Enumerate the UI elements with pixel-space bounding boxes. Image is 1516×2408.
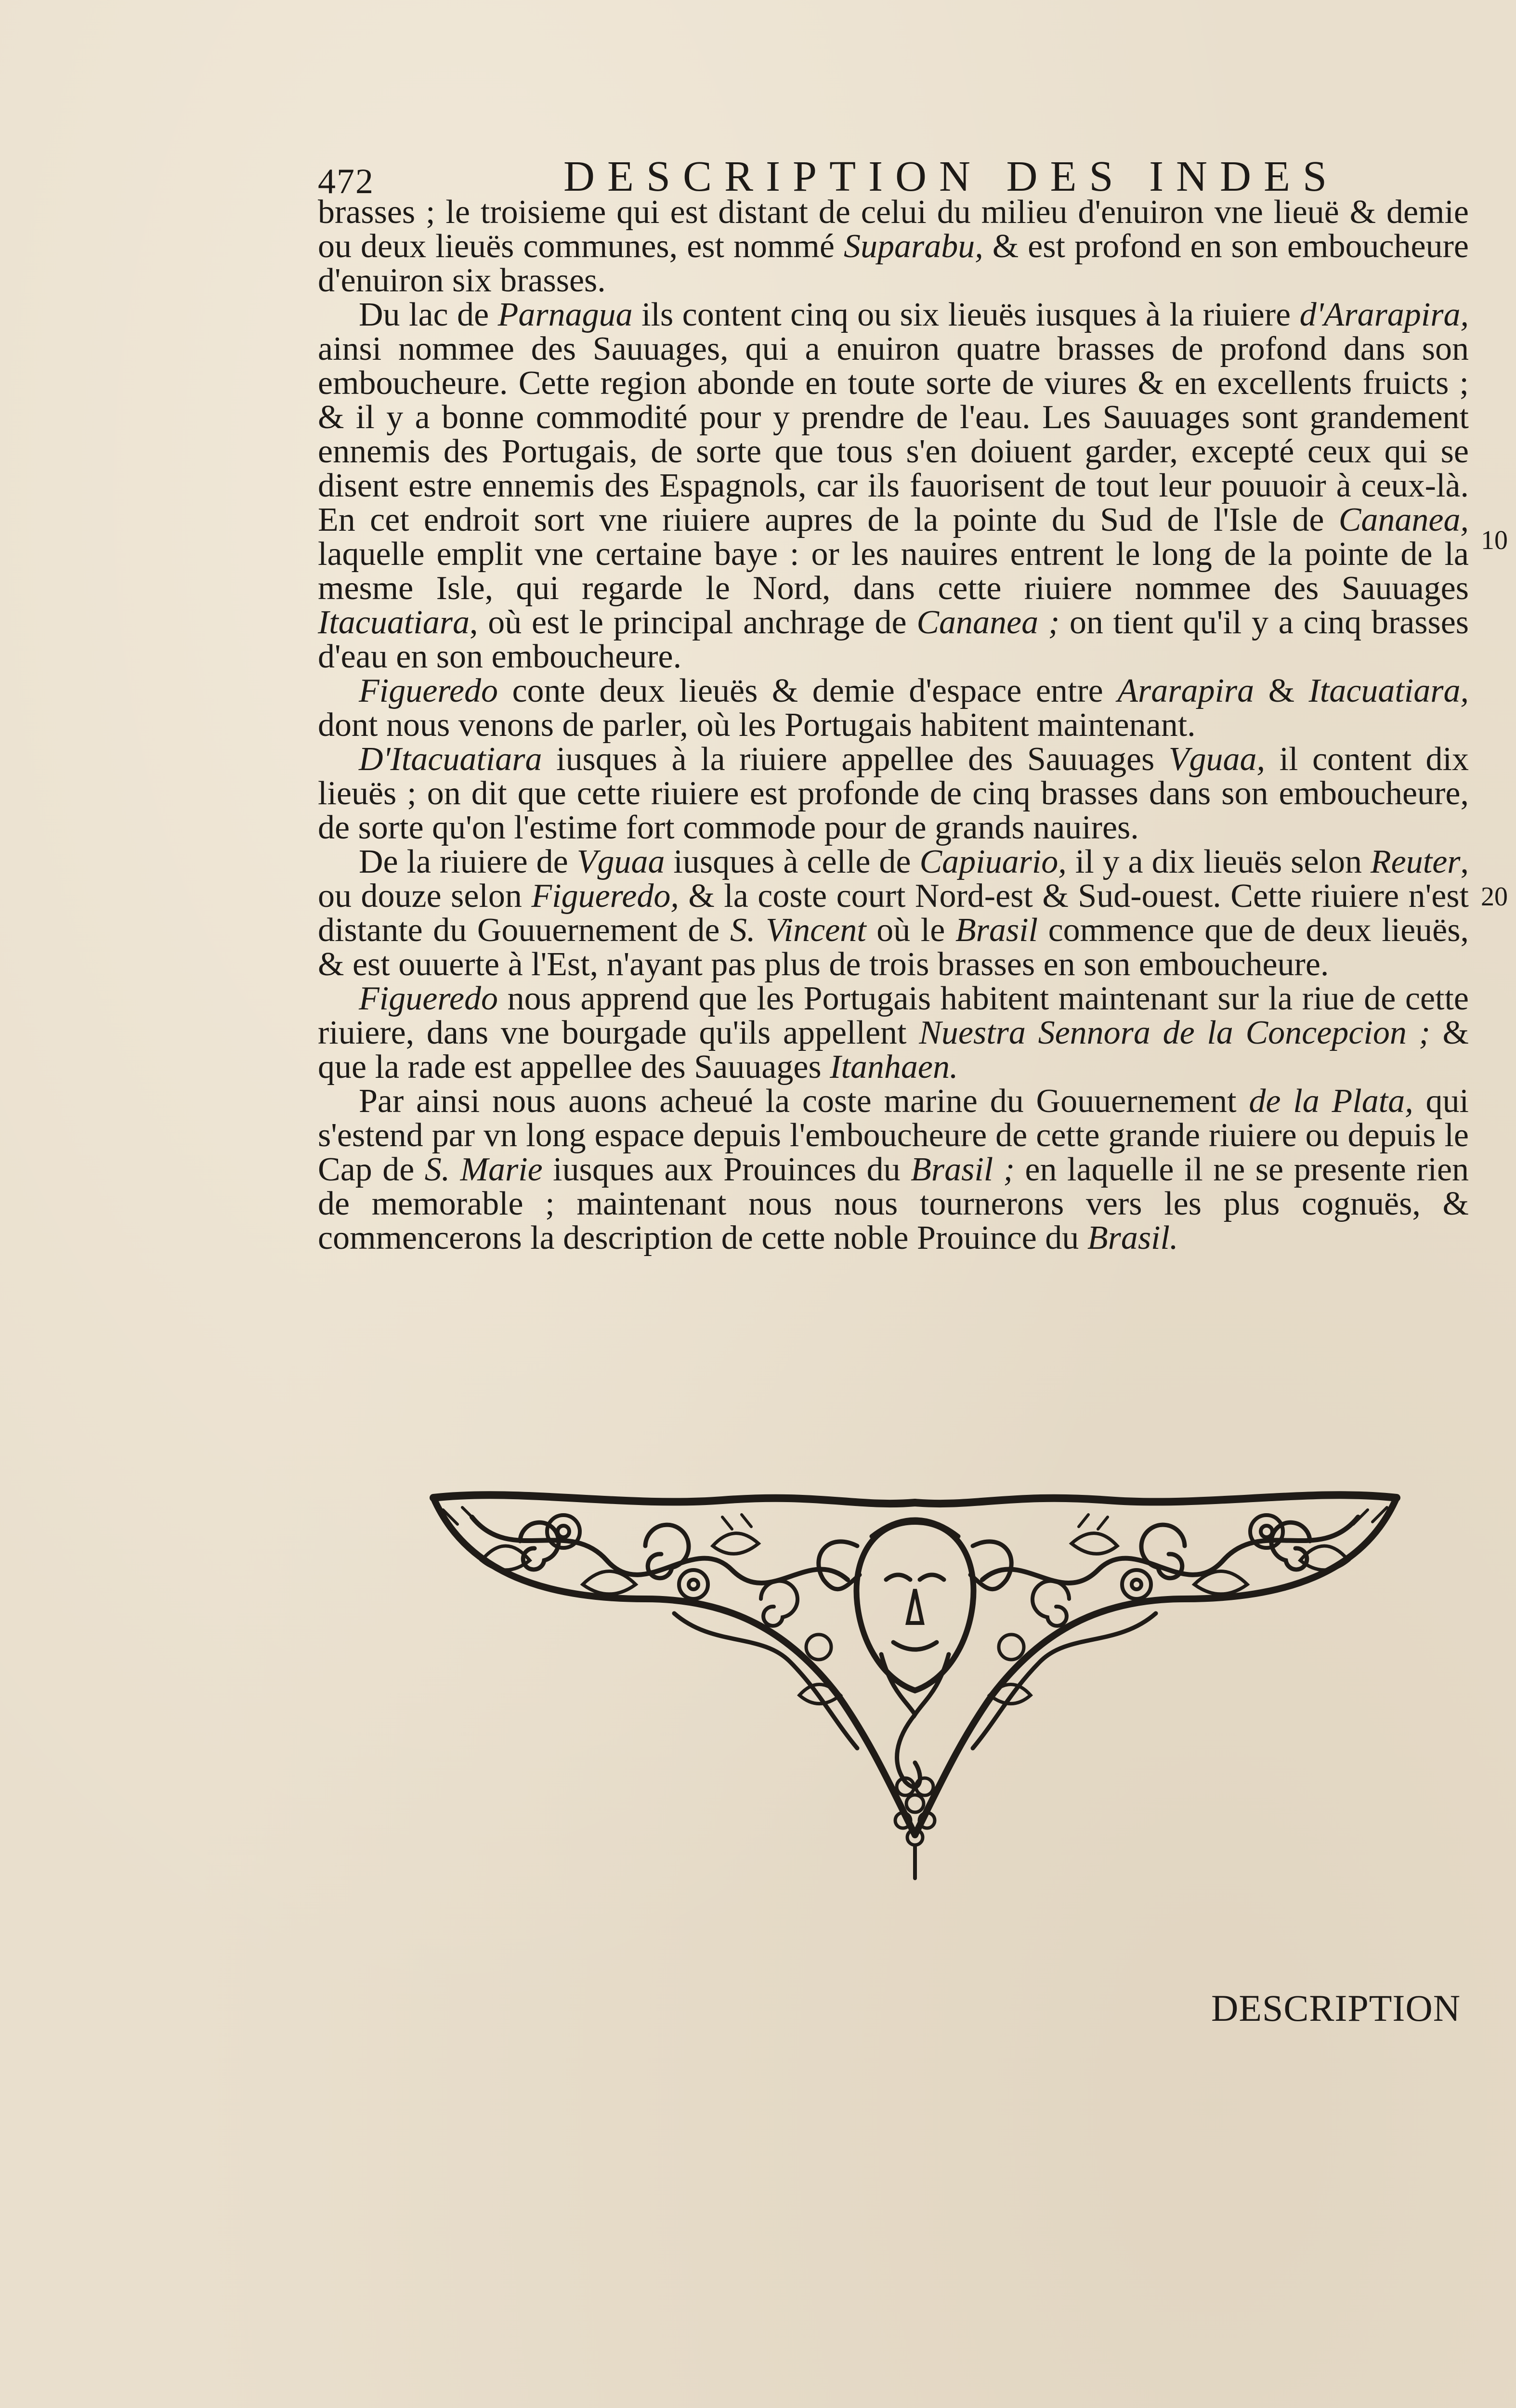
page-header bbox=[318, 147, 1464, 200]
italic-name: Brasil bbox=[955, 912, 1038, 949]
text-run: & la coste court Nord-est & Sud-ouest. Cette riuiere n'est distante du Gouuernement de bbox=[318, 877, 1469, 949]
italic-name: de la Plata, bbox=[1249, 1083, 1413, 1120]
italic-name: Capiuario, bbox=[919, 843, 1067, 880]
italic-name: Figueredo bbox=[359, 980, 498, 1017]
text-run: & bbox=[1254, 672, 1309, 709]
italic-name: Itanhaen. bbox=[830, 1048, 958, 1086]
text-run: De la riuiere de bbox=[359, 843, 577, 880]
italic-name: Vguaa bbox=[576, 843, 665, 880]
italic-name: Parnagua bbox=[497, 296, 633, 333]
italic-name: d'Ararapira, bbox=[1299, 296, 1469, 333]
text-run: dont nous venons de parler, où les Portugais habitent maintenant. bbox=[318, 707, 1196, 744]
italic-name: Nuestra Sennora de la Concepcion ; bbox=[919, 1014, 1430, 1051]
text-run: Par ainsi nous auons acheué la coste marine du Gouuernement bbox=[359, 1083, 1249, 1120]
paragraph bbox=[318, 982, 1469, 1084]
text-run: il content dix lieuës ; on dit que cette riuiere est profonde de cinq brasses dans son emboucheure, de sorte qu'on l'estime fort commode pour de grands nauires. bbox=[318, 741, 1469, 846]
italic-name: S. Marie bbox=[424, 1151, 543, 1188]
text-run: , où est le principal anchrage de bbox=[469, 604, 917, 641]
italic-name: Vguaa, bbox=[1168, 741, 1266, 778]
text-run: iusques aux Prouinces du bbox=[542, 1151, 911, 1188]
italic-name: Figueredo, bbox=[531, 877, 679, 915]
text-run: on tient qu'il y a cinq brasses d'eau en son emboucheure. bbox=[318, 604, 1469, 675]
page-number: 472 bbox=[318, 162, 374, 201]
text-run: en laquelle il ne se presente rien de memorable ; maintenant nous nous tournerons vers les plus cognuës, & commencerons la description de cette noble Prouince du bbox=[318, 1151, 1469, 1256]
text-run: qui s'estend par vn long espace depuis l'emboucheure de cette grande riuiere ou depuis le Cap de bbox=[318, 1083, 1469, 1188]
paragraph bbox=[318, 298, 1469, 674]
text-run: il y a dix lieuës selon bbox=[1066, 843, 1371, 880]
margin-line-number: 10 bbox=[1481, 525, 1508, 555]
italic-name: Brasil. bbox=[1087, 1219, 1178, 1256]
text-run: , ou douze selon bbox=[318, 843, 1469, 915]
paragraph bbox=[318, 1084, 1469, 1255]
italic-name: Cananea ; bbox=[916, 604, 1060, 641]
margin-line-number: 20 bbox=[1481, 882, 1508, 912]
text-run: brasses ; le troisieme qui est distant de celui du milieu d'enuiron vne lieuë & demie ou deux lieuës communes, est nommé bbox=[318, 194, 1469, 265]
text-run: conte deux lieuës & demie d'espace entre bbox=[498, 672, 1118, 709]
italic-name: Itacuatiara bbox=[318, 604, 470, 641]
body-text bbox=[318, 195, 1469, 1255]
text-run: ainsi nommee des Sauuages, qui a enuiron quatre brasses de profond dans son emboucheure. Cette region abonde en toute sorte de viures & en excellents fruicts ; & il y a bonne commodité pour y prendre de l'eau. Les Sauuages sont grandement ennemis des Portugais, de sorte que tous s'en doiuent garder, excepté ceux qui se disent estre ennemis des Espagnols, car ils fauorisent de tout leur pouuoir à ceux-là. En cet endroit sort vne riuiere aupres de la pointe du Sud de l'Isle de bbox=[318, 330, 1469, 538]
text-run: commence que de deux lieuës, & est ouuerte à l'Est, n'ayant pas plus de trois brasses en son emboucheure. bbox=[318, 912, 1469, 983]
paragraph bbox=[318, 742, 1469, 845]
paragraph bbox=[318, 845, 1469, 982]
running-title: DESCRIPTION DES INDES bbox=[563, 153, 1340, 200]
text-run: Du lac de bbox=[359, 296, 498, 333]
text-run: laquelle emplit vne certaine baye : or les nauires entrent le long de la pointe de la mesme Isle, qui regarde le Nord, dans cette riuiere nommee des Sauuages bbox=[318, 536, 1469, 607]
paragraph bbox=[318, 674, 1469, 742]
text-run: ils content cinq ou six lieuës iusques à la riuiere bbox=[632, 296, 1300, 333]
italic-name: Ararapira bbox=[1117, 672, 1255, 709]
catchword: DESCRIPTION bbox=[1211, 1987, 1461, 2029]
italic-name: Reuter bbox=[1370, 843, 1461, 880]
italic-name: Brasil ; bbox=[911, 1151, 1015, 1188]
text-run: où le bbox=[866, 912, 955, 949]
text-run: nous apprend que les Portugais habitent maintenant sur la riue de cette riuiere, dans vne bourgade qu'ils appellent bbox=[318, 980, 1469, 1051]
text-run: iusques à la riuiere appellee des Sauuages bbox=[542, 741, 1169, 778]
paragraph bbox=[318, 195, 1469, 298]
italic-name: Cananea, bbox=[1338, 501, 1469, 538]
italic-name: Suparabu, bbox=[843, 228, 983, 265]
italic-name: D'Itacuatiara bbox=[359, 741, 542, 778]
italic-name: S. Vincent bbox=[730, 912, 866, 949]
italic-name: Figueredo bbox=[359, 672, 498, 709]
italic-name: Itacuatiara, bbox=[1308, 672, 1469, 709]
text-run: & est profond en son emboucheure d'enuiron six brasses. bbox=[318, 228, 1469, 299]
text-run: & que la rade est appellee des Sauuages bbox=[318, 1014, 1469, 1086]
decorative-tailpiece-ornament bbox=[424, 1488, 1406, 1888]
text-run: iusques à celle de bbox=[665, 843, 920, 880]
